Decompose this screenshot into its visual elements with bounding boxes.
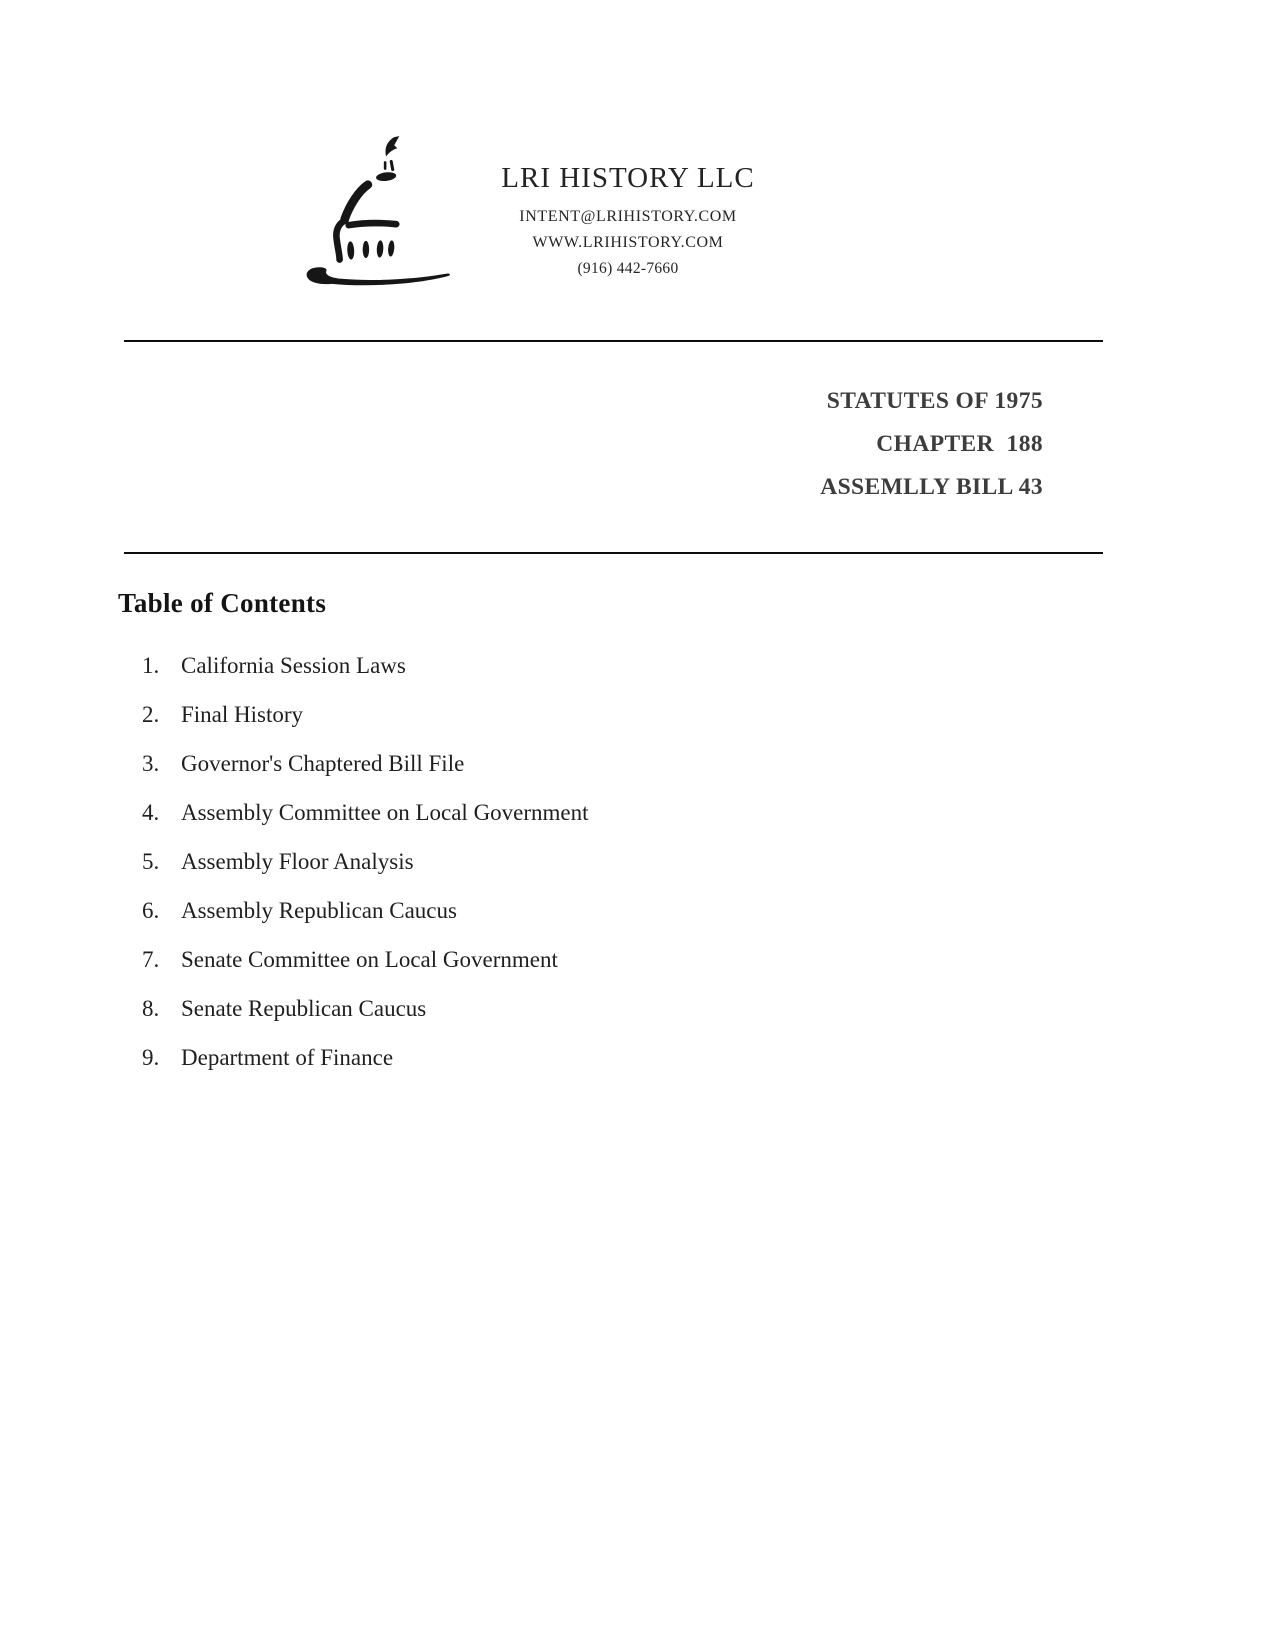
toc-item [118,1045,1118,1094]
company-phone: (916) 442-7660 [577,260,679,277]
toc-item [118,800,1118,849]
horizontal-rule-top [124,340,1103,342]
toc-item-number: 4. [142,800,160,825]
letterhead [428,160,828,282]
company-name: LRI HISTORY LLC [501,162,755,194]
toc-item [118,751,1118,800]
toc-item-label: Assembly Floor Analysis [181,849,414,874]
toc-item-label: Senate Republican Caucus [181,996,427,1021]
toc-item [118,947,1118,996]
horizontal-rule-bottom [124,552,1103,554]
toc-item-label: Assembly Committee on Local Government [181,800,589,825]
table-of-contents [118,588,1118,1094]
toc-item-number: 7. [142,947,160,972]
toc-item-label: Department of Finance [181,1045,394,1070]
assembly-bill-line: ASSEMLLY BILL 43 [820,474,1043,500]
toc-item-number: 3. [142,751,160,776]
toc-item-number: 6. [142,898,160,923]
toc-item [118,898,1118,947]
company-email: INTENT@LRIHISTORY.COM [519,208,737,225]
toc-heading: Table of Contents [118,588,327,618]
toc-item-number: 9. [142,1045,160,1070]
toc-item-label: Senate Committee on Local Government [181,947,558,972]
bill-identification [643,380,1043,509]
toc-item-label: California Session Laws [181,653,406,678]
toc-item-number: 2. [142,702,160,727]
toc-item [118,702,1118,751]
toc-list [118,653,1118,1094]
statutes-line: STATUTES OF 1975 [826,388,1043,414]
toc-item [118,849,1118,898]
chapter-line: CHAPTER 188 [876,431,1043,457]
company-website: WWW.LRIHISTORY.COM [532,234,724,251]
toc-item-number: 5. [142,849,160,874]
toc-item-label: Final History [181,702,304,727]
toc-item-number: 1. [142,653,160,678]
toc-item [118,996,1118,1045]
toc-item [118,653,1118,702]
toc-item-label: Governor's Chaptered Bill File [181,751,465,776]
toc-item-number: 8. [142,996,160,1021]
toc-item-label: Assembly Republican Caucus [181,898,457,923]
